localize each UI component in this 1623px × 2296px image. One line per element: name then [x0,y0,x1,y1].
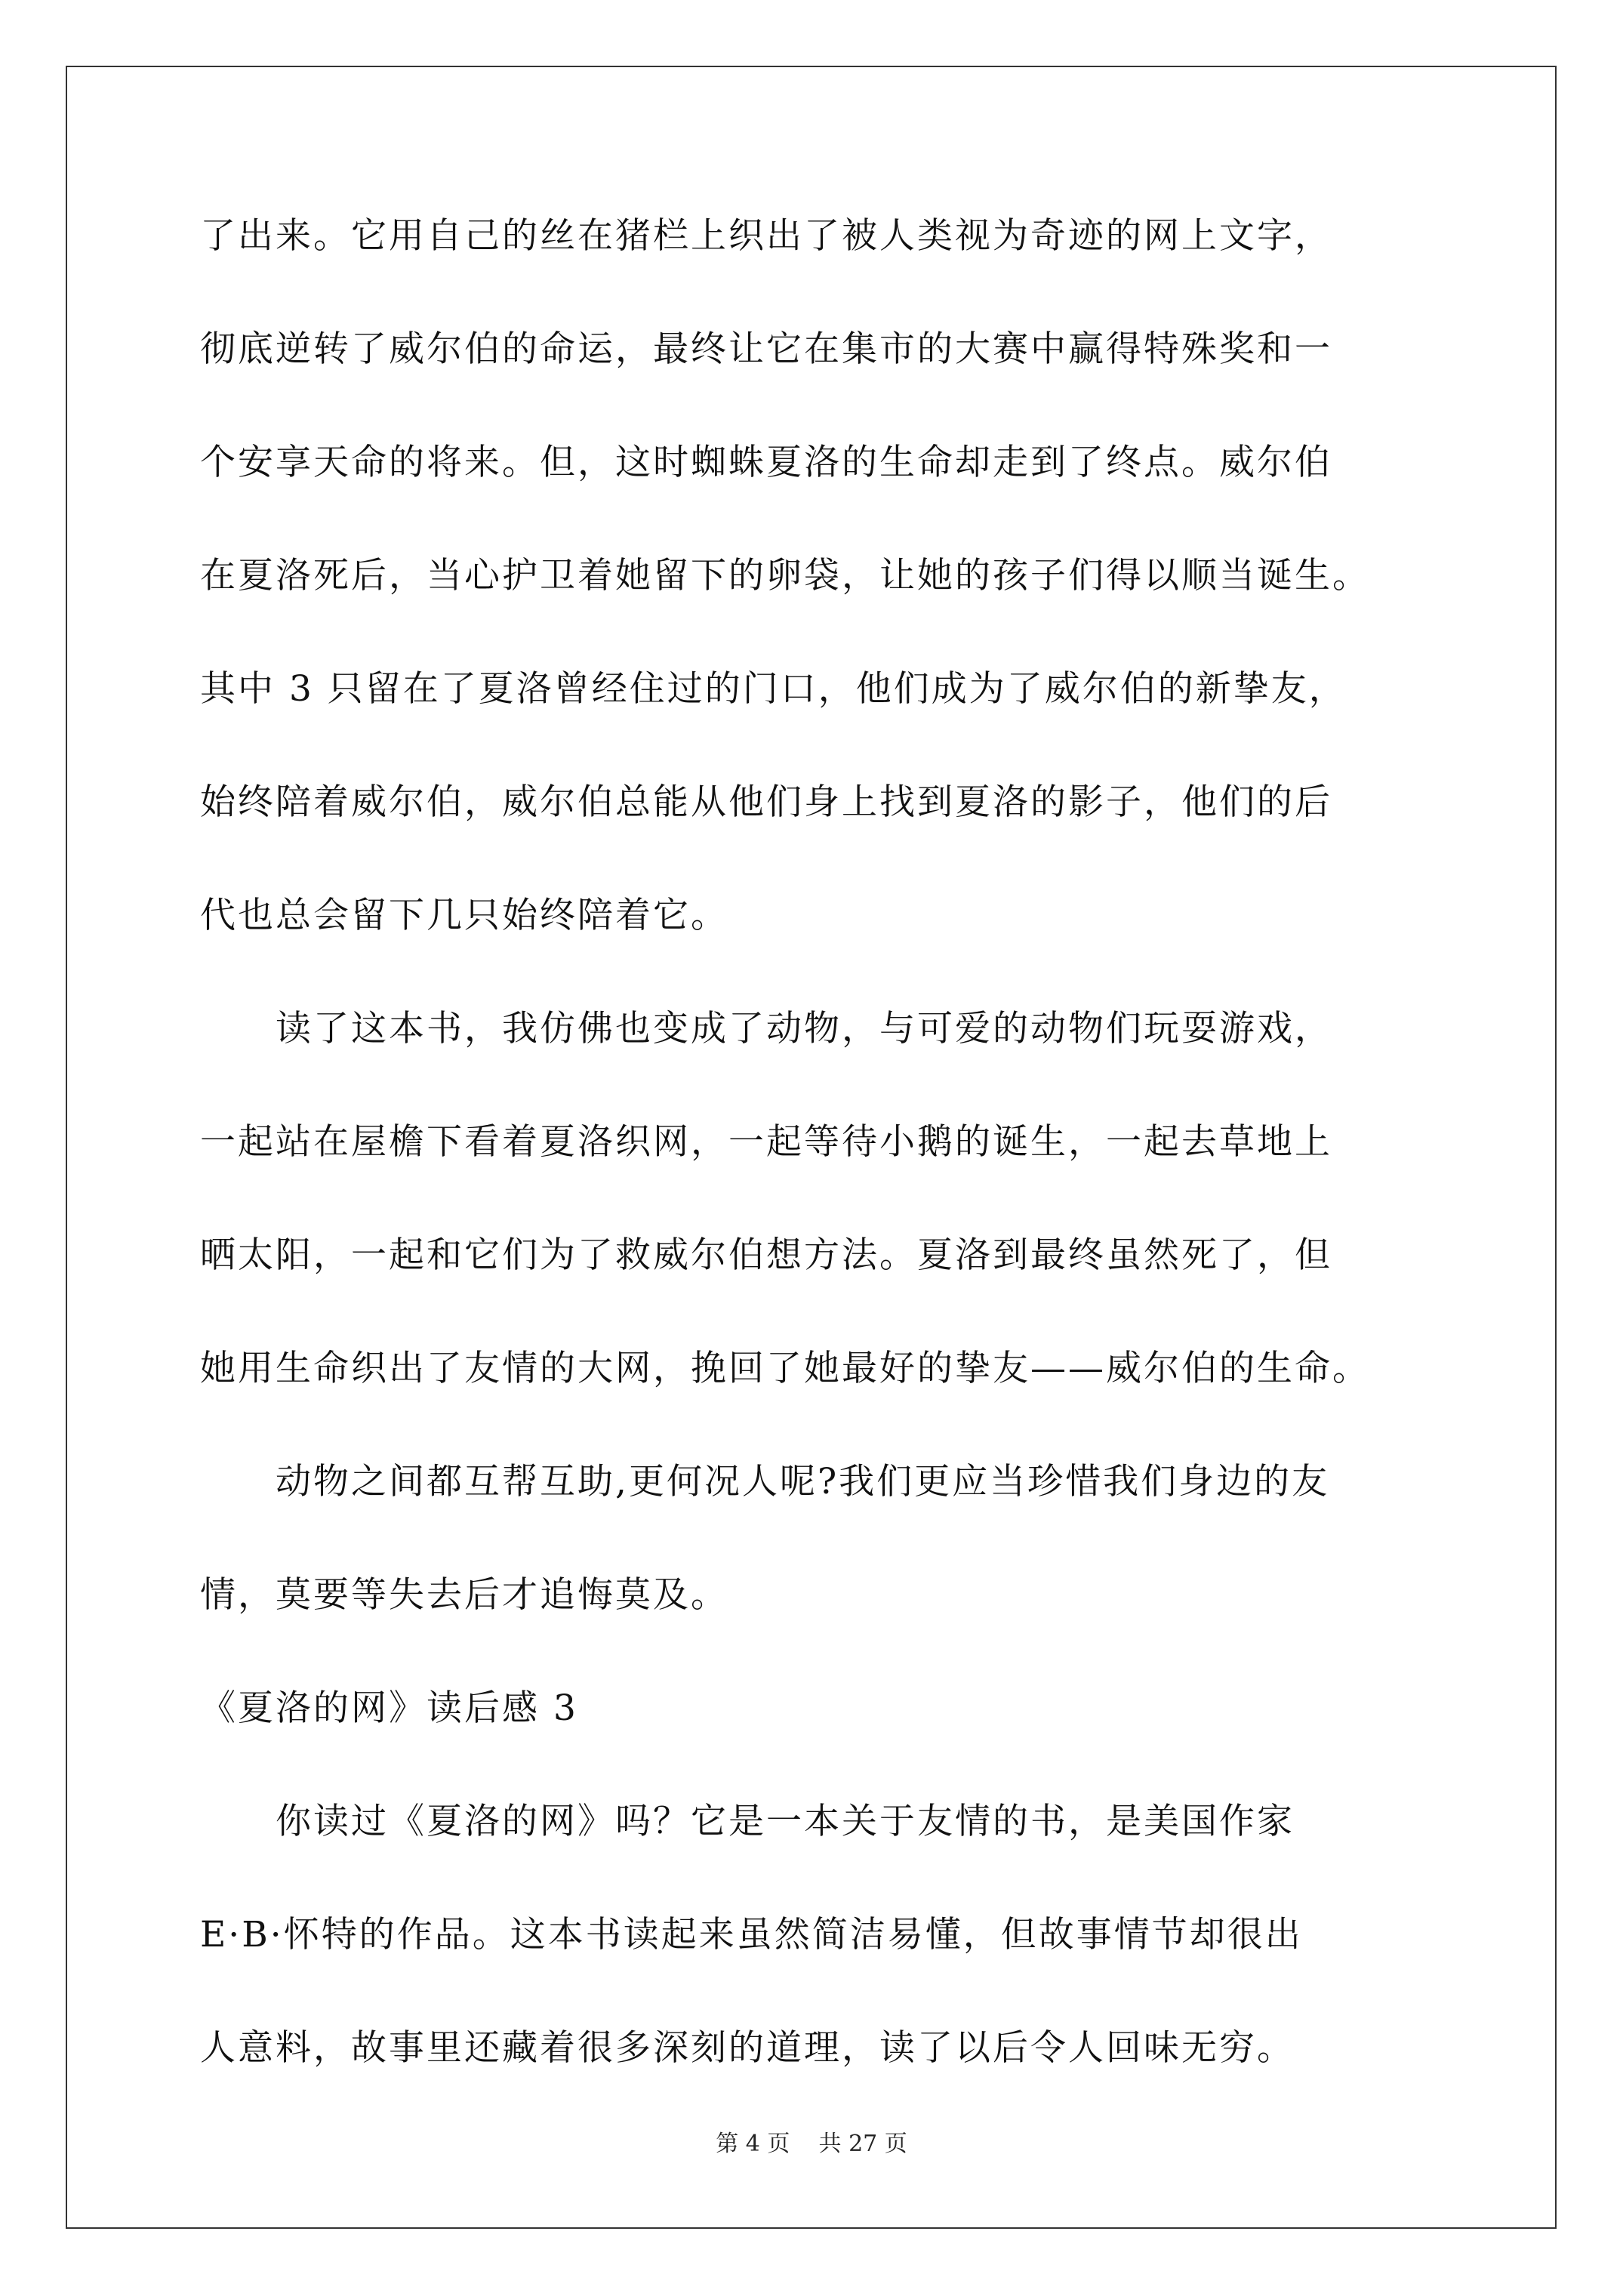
page-number: 第 4 页 [716,2131,790,2157]
body-text-line: 其中 3 只留在了夏洛曾经住过的门口，他们成为了威尔伯的新挚友， [200,668,1347,710]
body-text-line: 代也总会留下几只始终陪着它。 [200,895,728,936]
body-text-line: 一起站在屋檐下看着夏洛织网，一起等待小鹅的诞生，一起去草地上 [200,1121,1332,1163]
total-pages: 共 27 页 [818,2131,907,2157]
body-text-line: 晒太阳，一起和它们为了救威尔伯想方法。夏洛到最终虽然死了，但 [200,1234,1332,1276]
body-text-line: E·B·怀特的作品。这本书读起来虽然简洁易懂，但故事情节却很出 [200,1914,1303,1955]
paragraph-first-line: 读了这本书，我仿佛也变成了动物，与可爱的动物们玩耍游戏， [276,1008,1332,1049]
section-heading: 《夏洛的网》读后感 3 [200,1687,578,1729]
body-text-line: 个安享天命的将来。但，这时蜘蛛夏洛的生命却走到了终点。威尔伯 [200,442,1332,483]
body-text-line: 彻底逆转了威尔伯的命运，最终让它在集市的大赛中赢得特殊奖和一 [200,328,1332,370]
body-text-line: 了出来。它用自己的丝在猪栏上织出了被人类视为奇迹的网上文字， [200,215,1332,257]
body-text-line: 始终陪着威尔伯，威尔伯总能从他们身上找到夏洛的影子，他们的后 [200,781,1332,823]
page-footer [0,2129,1623,2159]
paragraph-first-line: 你读过《夏洛的网》吗？它是一本关于友情的书，是美国作家 [276,1801,1295,1842]
body-text-line: 在夏洛死后，当心护卫着她留下的卵袋，让她的孩子们得以顺当诞生。 [200,555,1370,596]
paragraph-first-line: 动物之间都互帮互助,更何况人呢?我们更应当珍惜我们身边的友 [276,1461,1330,1502]
body-text-line: 情，莫要等失去后才追悔莫及。 [200,1574,728,1616]
body-text-line: 她用生命织出了友情的大网，挽回了她最好的挚友——威尔伯的生命。 [200,1348,1370,1389]
body-text-line: 人意料，故事里还藏着很多深刻的道理，读了以后令人回味无穷。 [200,2027,1295,2069]
